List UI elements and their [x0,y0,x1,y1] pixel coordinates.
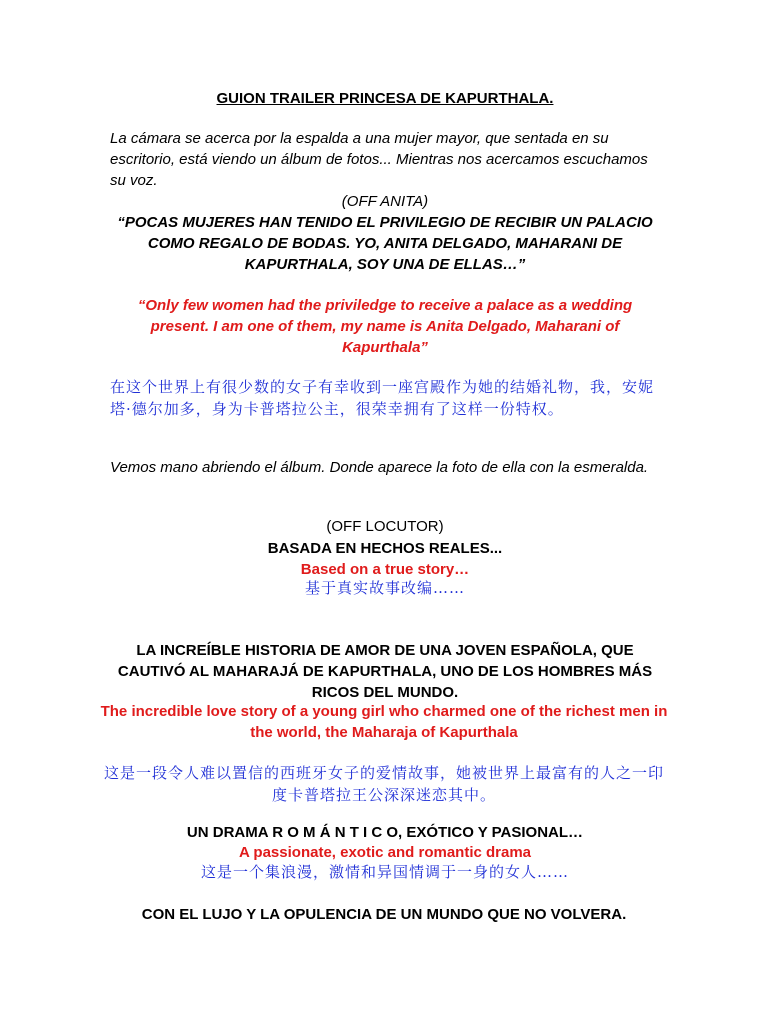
story-spanish: LA INCREÍBLE HISTORIA DE AMOR DE UNA JOVEN ESPAÑOLA, QUE CAUTIVÓ AL MAHARAJÁ DE KAPURTHALA, UNO DE LOS HOMBRES MÁS RICOS DEL MUNDO. [117,642,653,701]
story-english: The incredible love story of a young girl who charmed one of the richest men in the world, the Maharaja of Kapurthala [100,703,668,741]
quote-english: “Only few women had the priviledge to receive a palace as a wedding present. I am one of them, my name is Anita Delgado, Maharani of Kapurthala” [137,297,633,356]
story-chinese: 这是一段令人难以置信的西班牙女子的爱情故事，她被世界上最富有的人之一印度卡普塔拉王公深深迷恋其中。 [103,764,664,804]
document-title: GUION TRAILER PRINCESA DE KAPURTHALA. [216,90,554,107]
off-anita-label: (OFF ANITA) [341,193,429,210]
closing-line: CON EL LUJO Y LA OPULENCIA DE UN MUNDO QUE NO VOLVERA. [141,906,627,923]
drama-spanish: UN DRAMA R O M Á N T I C O, EXÓTICO Y PASIONAL… [186,824,584,841]
intro-paragraph: La cámara se acerca por la espalda a una mujer mayor, que sentada en su escritorio, está viendo un álbum de fotos... Mientras nos acercamos escuchamos su voz. [110,130,648,189]
off-locutor-label: (OFF LOCUTOR) [326,518,444,535]
scene-two-paragraph: Vemos mano abriendo el álbum. Donde aparece la foto de ella con la esmeralda. [110,459,649,476]
drama-english: A passionate, exotic and romantic drama [238,844,532,861]
based-chinese: 基于真实故事改编…… [304,579,465,597]
quote-chinese: 在这个世界上有很少数的女子有幸收到一座宫殿作为她的结婚礼物，我，安妮塔·德尔加多，身为卡普塔拉公主，很荣幸拥有了这样一份特权。 [110,378,655,418]
based-spanish: BASADA EN HECHOS REALES... [267,540,503,557]
based-english: Based on a true story… [300,561,470,578]
quote-spanish: “POCAS MUJERES HAN TENIDO EL PRIVILEGIO DE RECIBIR UN PALACIO COMO REGALO DE BODAS. YO, ANITA DELGADO, MAHARANI DE KAPURTHALA, SOY UNA DE ELLAS…” [117,214,653,273]
drama-chinese: 这是一个集浪漫，激情和异国情调于一身的女人…… [200,863,569,881]
